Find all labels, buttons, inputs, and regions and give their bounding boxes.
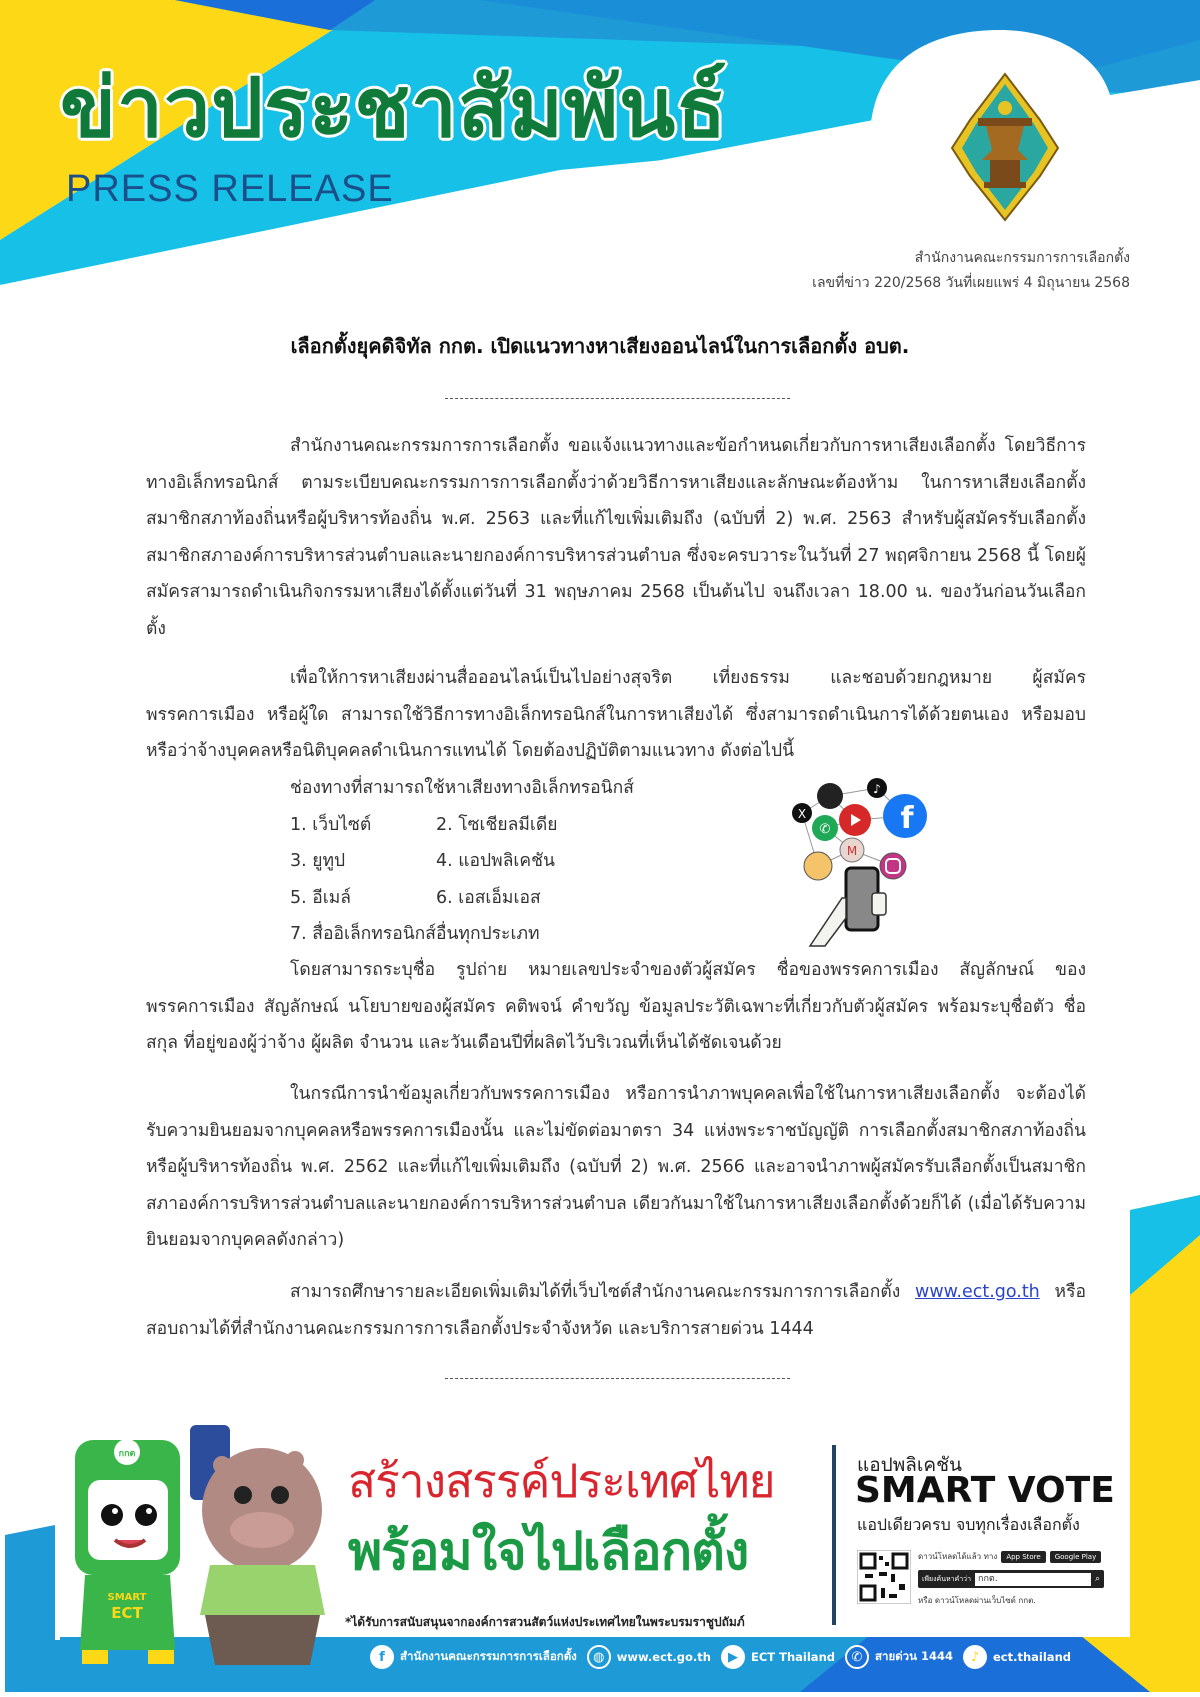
press-release-header — [0, 0, 1200, 300]
slogan-line-1: สร้างสรรค์ประเทศไทย — [348, 1454, 775, 1508]
paragraph-5-text-end: หรือสอบถามได้ที่สำนักงานคณะกรรมการการเลือกตั้งประจำจังหวัด และบริการสายด่วน 1444 — [146, 1282, 1086, 1339]
title-english: PRESS RELEASE — [66, 168, 394, 210]
paragraph-4 — [146, 1076, 1086, 1259]
tiktok-icon: ♪ — [963, 1645, 987, 1669]
slogan-line-2: พร้อมใจไปเลือกตั้ง — [348, 1522, 749, 1582]
ect-emblem-icon — [930, 70, 1080, 230]
search-input[interactable]: กกต. — [975, 1573, 1091, 1586]
app-name: SMART VOTE — [855, 1470, 1115, 1511]
smart-ect-mascot — [75, 1439, 180, 1664]
qr-code-icon[interactable] — [857, 1550, 911, 1604]
paragraph-5-text: สามารถศึกษารายละเอียดเพิ่มเติมได้ที่เว็บไซต์สำนักงานคณะกรรมการการเลือกตั้ง — [290, 1282, 901, 1302]
channel-item: 5. อีเมล์ — [290, 887, 352, 908]
contact-facebook[interactable] — [370, 1645, 577, 1669]
globe-icon: ◍ — [587, 1645, 611, 1669]
search-icon[interactable]: ⌕ — [1094, 1574, 1100, 1584]
paragraph-4-text: ในกรณีการนำข้อมูลเกี่ยวกับพรรคการเมือง หรือการนำภาพบุคคลเพื่อใช้ในการหาเสียงเลือกตั้ง จะต้องได้รับความยินยอมจากบุคคลหรือพรรคการเมืองนั้น และไม่ขัดต่อมาตรา 34 แห่งพระราชบัญญัติ การเลือกตั้งสมาชิกสภาท้องถิ่นหรือผู้บริหารท้องถิ่น พ.ศ. 2562 และที่แก้ไขเพิ่มเติมถึง (ฉบับที่ 2) พ.ศ. 2566 และอาจนำภาพผู้สมัครรับเลือกตั้งเป็นสมาชิกสภาองค์การบริหารส่วนตำบลและนายกองค์การบริหารส่วนตำบล เดียวกันมาใช้ในการหาเสียงเลือกตั้งด้วยก็ได้ (เมื่อได้รับความยินยอมจากบุคคลดังกล่าว) — [146, 1084, 1086, 1250]
channel-item: 7. สื่ออิเล็กทรอนิกส์อื่นทุกประเภท — [290, 924, 540, 944]
sponsor-note: *ได้รับการสนับสนุนจากองค์การสวนสัตว์แห่งประเทศไทยในพระบรมราชูปถัมภ์ — [345, 1615, 745, 1629]
google-play-button[interactable]: Google Play — [1050, 1551, 1102, 1563]
news-icon — [817, 783, 843, 809]
app-tagline: แอปเดียวครบ จบทุกเรื่องเลือกตั้ง — [857, 1515, 1080, 1534]
channel-list-heading: ช่องทางที่สามารถใช้หาเสียงทางอิเล็กทรอนิกส์ — [290, 778, 634, 798]
contact-youtube-label: ECT Thailand — [750, 1650, 835, 1664]
svg-text:SMART: SMART — [107, 1592, 147, 1603]
ect-website-link[interactable]: www.ect.go.th — [915, 1282, 1040, 1302]
vertical-divider — [832, 1445, 836, 1625]
channel-item: 3. ยูทูป — [290, 851, 346, 871]
svg-text:กกต: กกต — [118, 1449, 136, 1459]
svg-text:f: f — [900, 801, 914, 836]
phone-icon: ✆ — [845, 1645, 869, 1669]
paragraph-3-text: โดยสามารถระบุชื่อ รูปถ่าย หมายเลขประจำของตัวผู้สมัคร ชื่อของพรรคการเมือง สัญลักษณ์ ของพรรคการเมือง สัญลักษณ์ นโยบายของผู้สมัคร คติพจน์ คำขวัญ ข้อมูลประวัติเฉพาะที่เกี่ยวกับตัวผู้สมัคร พร้อมระบุชื่อตัว ชื่อสกุล ที่อยู่ของผู้ว่าจ้าง ผู้ผลิต จำนวน และวันเดือนปีที่ผลิตไว้บริเวณที่เห็นได้ชัดเจนด้วย — [146, 960, 1086, 1053]
channel-item: 2. โซเชียลมีเดีย — [436, 814, 558, 835]
title-thai: ข่าวประชาสัมพันธ์ — [60, 61, 728, 156]
web-download-note: หรือ ดาวน์โหลดผ่านเว็บไซต์ กกต. — [918, 1596, 1036, 1605]
contact-tiktok-label: ect.thailand — [993, 1650, 1071, 1664]
app-label: แอปพลิเคชัน — [857, 1454, 962, 1476]
svg-text:ECT: ECT — [111, 1604, 143, 1622]
social-media-illustration — [780, 768, 960, 948]
contact-website-label: www.ect.go.th — [616, 1650, 711, 1664]
contact-tiktok[interactable] — [963, 1645, 1071, 1669]
svg-text:X: X — [797, 807, 807, 821]
paragraph-1-text: สำนักงานคณะกรรมการการเลือกตั้ง ขอแจ้งแนวทางและข้อกำหนดเกี่ยวกับการหาเสียงเลือกตั้ง โดยวิธีการทางอิเล็กทรอนิกส์ ตามระเบียบคณะกรรมการการเลือกตั้งว่าด้วยวิธีการหาเสียงและลักษณะต้องห้าม ในการหาเสียงเลือกตั้งสมาชิกสภาท้องถิ่นหรือผู้บริหารท้องถิ่น พ.ศ. 2563 และที่แก้ไขเพิ่มเติมถึง (ฉบับที่ 2) พ.ศ. 2563 สำหรับผู้สมัครรับเลือกตั้งสมาชิกสภาองค์การบริหารส่วนตำบลและนายกองค์การบริหารส่วนตำบล ซึ่งจะครบวาระในวันที่ 27 พฤศจิกายน 2568 นี้ โดยผู้สมัครสามารถดำเนินกิจกรรมหาเสียงได้ตั้งแต่วันที่ 31 พฤษภาคม 2568 เป็นต้นไป จนถึงเวลา 18.00 น. ของวันก่อนวันเลือกตั้ง — [146, 436, 1086, 639]
svg-text:✆: ✆ — [819, 822, 831, 837]
contact-hotline[interactable] — [845, 1645, 953, 1669]
svg-text:M: M — [846, 844, 858, 858]
paragraph-5 — [146, 1274, 1086, 1347]
contact-website[interactable] — [587, 1645, 711, 1669]
contact-facebook-label: สำนักงานคณะกรรมการการเลือกตั้ง — [400, 1649, 577, 1663]
campaign-footer-banner — [0, 1400, 1200, 1697]
download-row — [918, 1550, 1101, 1563]
contact-youtube[interactable] — [721, 1645, 835, 1669]
article-headline: เลือกตั้งยุคดิจิทัล กกต. เปิดแนวทางหาเสียงออนไลน์ในการเลือกตั้ง อบต. — [290, 334, 910, 358]
paragraph-3 — [146, 952, 1086, 1062]
download-text: ดาวน์โหลดได้แล้ว ทาง — [918, 1552, 998, 1561]
channel-item: 6. เอสเอ็มเอส — [436, 887, 541, 908]
release-number-date: เลขที่ข่าว 220/2568 วันที่เผยแพร่ 4 มิถุนายน 2568 — [812, 275, 1130, 291]
youtube-play-icon: ▶ — [721, 1645, 745, 1669]
paragraph-2-text: เพื่อให้การหาเสียงผ่านสื่อออนไลน์เป็นไปอย่างสุจริต เที่ยงธรรม และชอบด้วยกฎหมาย ผู้สมัคร พรรคการเมือง หรือผู้ใด สามารถใช้วิธีการทางอิเล็กทรอนิกส์ในการหาเสียงได้ ซึ่งสามารถดำเนินการได้ด้วยตนเอง หรือมอบหรือว่าจ้างบุคคลหรือนิติบุคคลดำเนินการแทนได้ โดยต้องปฏิบัติตามแนวทาง ดังต่อไปนี้ — [146, 668, 1086, 761]
app-search-box[interactable] — [918, 1570, 1104, 1588]
facebook-icon: f — [370, 1645, 394, 1669]
organization-name: สำนักงานคณะกรรมการการเลือกตั้ง — [914, 250, 1130, 266]
paragraph-1 — [146, 428, 1086, 647]
svg-text:♪: ♪ — [873, 782, 881, 796]
app-store-button[interactable]: App Store — [1001, 1551, 1045, 1563]
paragraph-2 — [146, 660, 1086, 770]
contact-hotline-label: สายด่วน 1444 — [874, 1649, 953, 1663]
search-label: เพียงค้นหาคำว่า — [922, 1574, 972, 1583]
contact-bar — [370, 1645, 1071, 1669]
channel-item: 1. เว็บไซต์ — [290, 814, 372, 835]
divider-top — [445, 398, 790, 399]
channel-item: 4. แอปพลิเคชัน — [436, 851, 555, 871]
channel-list — [290, 770, 634, 953]
photo-icon — [804, 852, 832, 880]
instagram-icon — [880, 853, 906, 879]
divider-bottom — [445, 1378, 790, 1379]
